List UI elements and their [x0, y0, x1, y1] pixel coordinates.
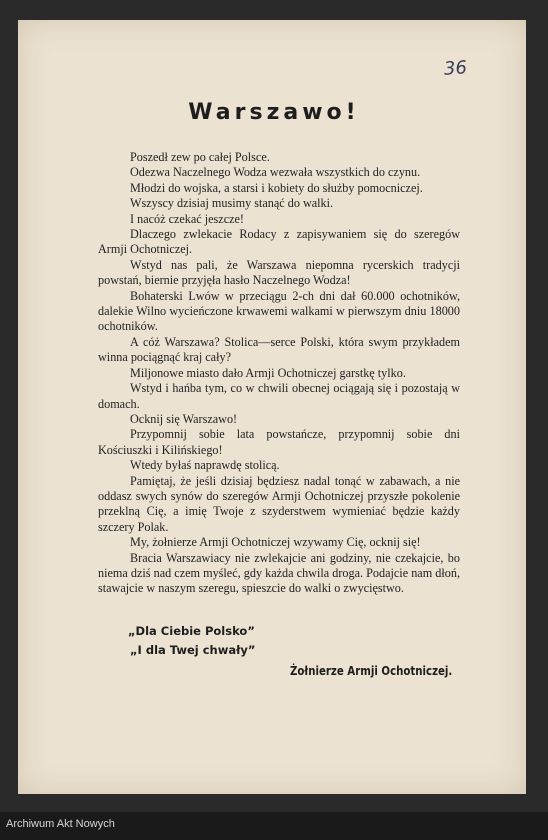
- paragraph: Wstyd nas pali, że Warszawa niepomna rycerskich tradycji powstań, biernie przyjęła hasło Naczelnego Wodza!: [98, 257, 460, 288]
- slogan-line: „Dla Ciebie Polsko”: [128, 624, 255, 638]
- paragraph: Miljonowe miasto dało Armji Ochotniczej garstkę tylko.: [130, 365, 406, 380]
- paragraph: Pamiętaj, że jeśli dzisiaj będziesz nadal tonąć w zabawach, a nie oddasz swych synów do szeregów Armji Ochotniczej przyszłe pokolenie przeklną Cię, a imię Twoje z szyderstwem wymieniać będzie każdy szczery Polak.: [98, 473, 460, 534]
- document-title: Warszawo!: [188, 100, 360, 125]
- paragraph: A cóż Warszawa? Stolica—serce Polski, która swym przykładem winna pociągnąć kraj cały?: [98, 334, 460, 365]
- paragraph: Młodzi do wojska, a starsi i kobiety do służby pomocniczej.: [130, 180, 423, 195]
- paragraph: My, żołnierze Armji Ochotniczej wzywamy Cię, ocknij się!: [130, 535, 421, 550]
- paragraph: Dlaczego zwlekacie Rodacy z zapisywaniem się do szeregów Armji Ochotniczej.: [98, 227, 460, 257]
- archive-label: Archiwum Akt Nowych: [6, 818, 115, 830]
- paragraph: Wtedy byłaś naprawdę stolicą.: [130, 458, 280, 473]
- proclamation-body: [98, 150, 460, 597]
- paragraph: Ocknij się Warszawo!: [130, 411, 238, 426]
- paragraph: I nacóż czekać jeszcze!: [130, 211, 244, 226]
- paragraph: Wszyscy dzisiaj musimy stanąć do walki.: [130, 196, 334, 211]
- page-number: 36: [443, 57, 468, 80]
- paragraph: Bohaterski Lwów w przeciągu 2-ch dni dał 60.000 ochotników, dalekie Wilno wycieńczone krwawemi walkami w pierwszym dniu 18000 ochotników.: [98, 288, 460, 334]
- paragraph: Poszedł zew po całej Polsce.: [130, 150, 270, 164]
- paragraph: Przypomnij sobie lata powstańcze, przypomnij sobie dni Kościuszki i Kilińskiego!: [98, 427, 460, 457]
- paragraph: Wstyd i hańba tym, co w chwili obecnej ociągają się i pozostają w domach.: [98, 381, 460, 411]
- paragraph: Bracia Warszawiacy nie zwlekajcie ani godziny, nie czekajcie, bo niema dziś nad czem myśleć, gdy każda chwila droga. Podajcie nam dłoń, stawajcie w naszym szeregu, spieszcie do walki o zwycięstwo.: [98, 550, 460, 596]
- signature: Żołnierze Armji Ochotniczej.: [290, 664, 453, 678]
- paragraph: Odezwa Naczelnego Wodza wezwała wszystkich do czynu.: [130, 165, 421, 180]
- slogan-line: „I dla Twej chwały”: [130, 643, 256, 657]
- archive-footer-bar: [0, 812, 548, 840]
- slogans: [128, 622, 255, 660]
